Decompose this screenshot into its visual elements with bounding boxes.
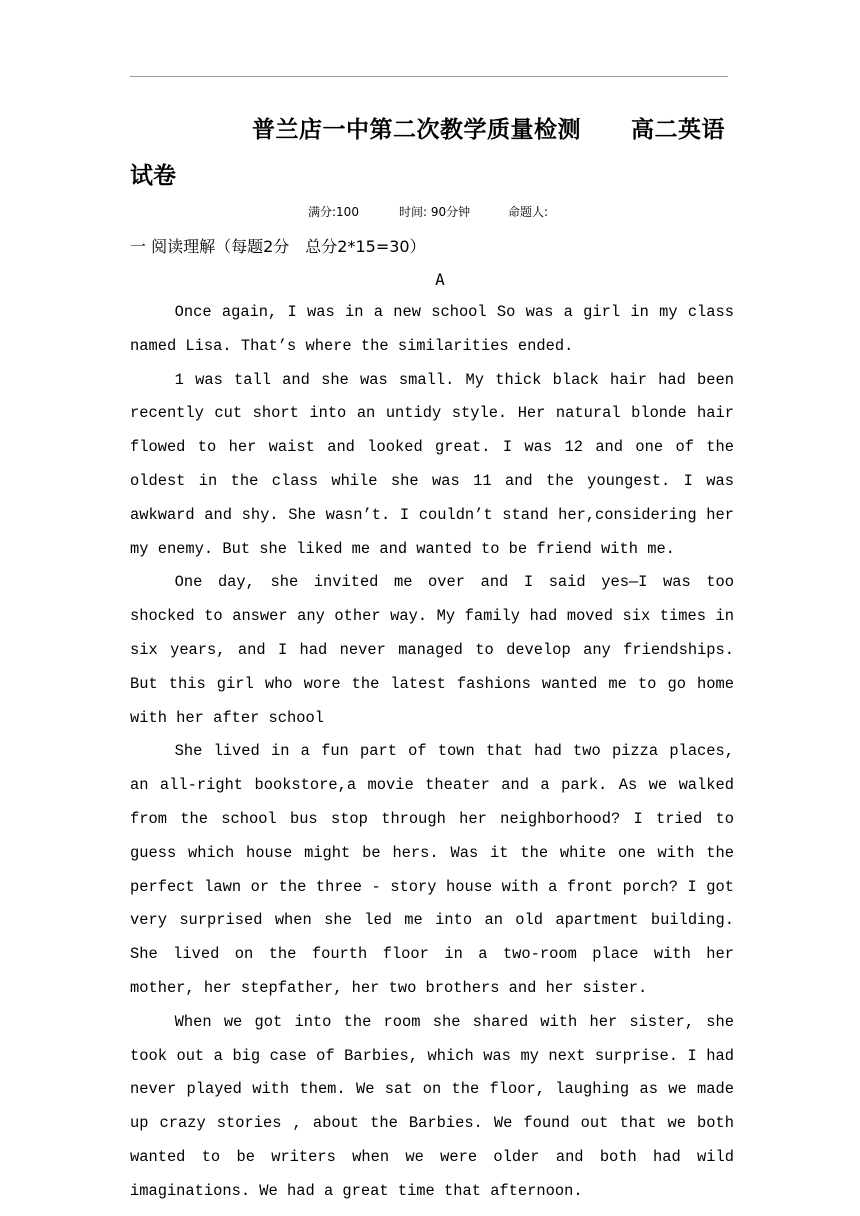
passage-letter: A [435, 270, 445, 289]
paragraph: When we got into the room she shared with her sister, she took out a big case of Barbies, which was my next surprise. I had never played with them. We sat on the floor, laughing as we made up crazy stories , about the Barbies. We found out that we both wanted to be writers when we were older and both had wild imaginations. We had a great time that afternoon. [130, 1012, 734, 1200]
author-label: 命题人: [508, 205, 549, 219]
section-total: 总分2*15=30） [305, 237, 426, 256]
exam-title-subject: 高二英语 [631, 116, 725, 143]
passage-body [130, 296, 734, 1209]
header-rule [130, 76, 728, 77]
paragraph: 1 was tall and she was small. My thick black hair had been recently cut short into an untidy style. Her natural blonde hair flowed to her waist and looked great. I was 12 and one of the oldest in the class while she was 11 and the youngest. I was awkward and shy. She wasn’t. I couldn’t stand her,considering her my enemy. But she liked me and wanted to be friend with me. [130, 370, 734, 558]
exam-title [252, 111, 732, 144]
section-heading [130, 234, 426, 257]
full-score: 满分:100 [308, 205, 359, 219]
exam-meta [308, 203, 548, 220]
paragraph: One day, she invited me over and I said yes—I was too shocked to answer any other way. My family had moved six times in six years, and I had never managed to develop any friendships. But this girl who wore the latest fashions wanted me to go home with her after school [130, 573, 734, 727]
exam-title-continuation: 试卷 [130, 162, 176, 189]
section-label: 一 阅读理解（每题2分 [130, 237, 290, 256]
exam-title-main: 普兰店一中第二次教学质量检测 [252, 116, 581, 143]
paragraph: Once again, I was in a new school So was a girl in my class named Lisa. That’s where the similarities ended. [130, 303, 734, 355]
paragraph: She lived in a fun part of town that had two pizza places, an all-right bookstore,a movie theater and a park. As we walked from the school bus stop through her neighborhood? I tried to guess which house might be hers. Was it the white one with the perfect lawn or the three - story house with a front porch? I got very surprised when she led me into an old apartment building. She lived on the fourth floor in a two-room place with her mother, her stepfather, her two brothers and her sister. [130, 742, 734, 997]
time-limit: 时间: 90分钟 [399, 205, 471, 219]
